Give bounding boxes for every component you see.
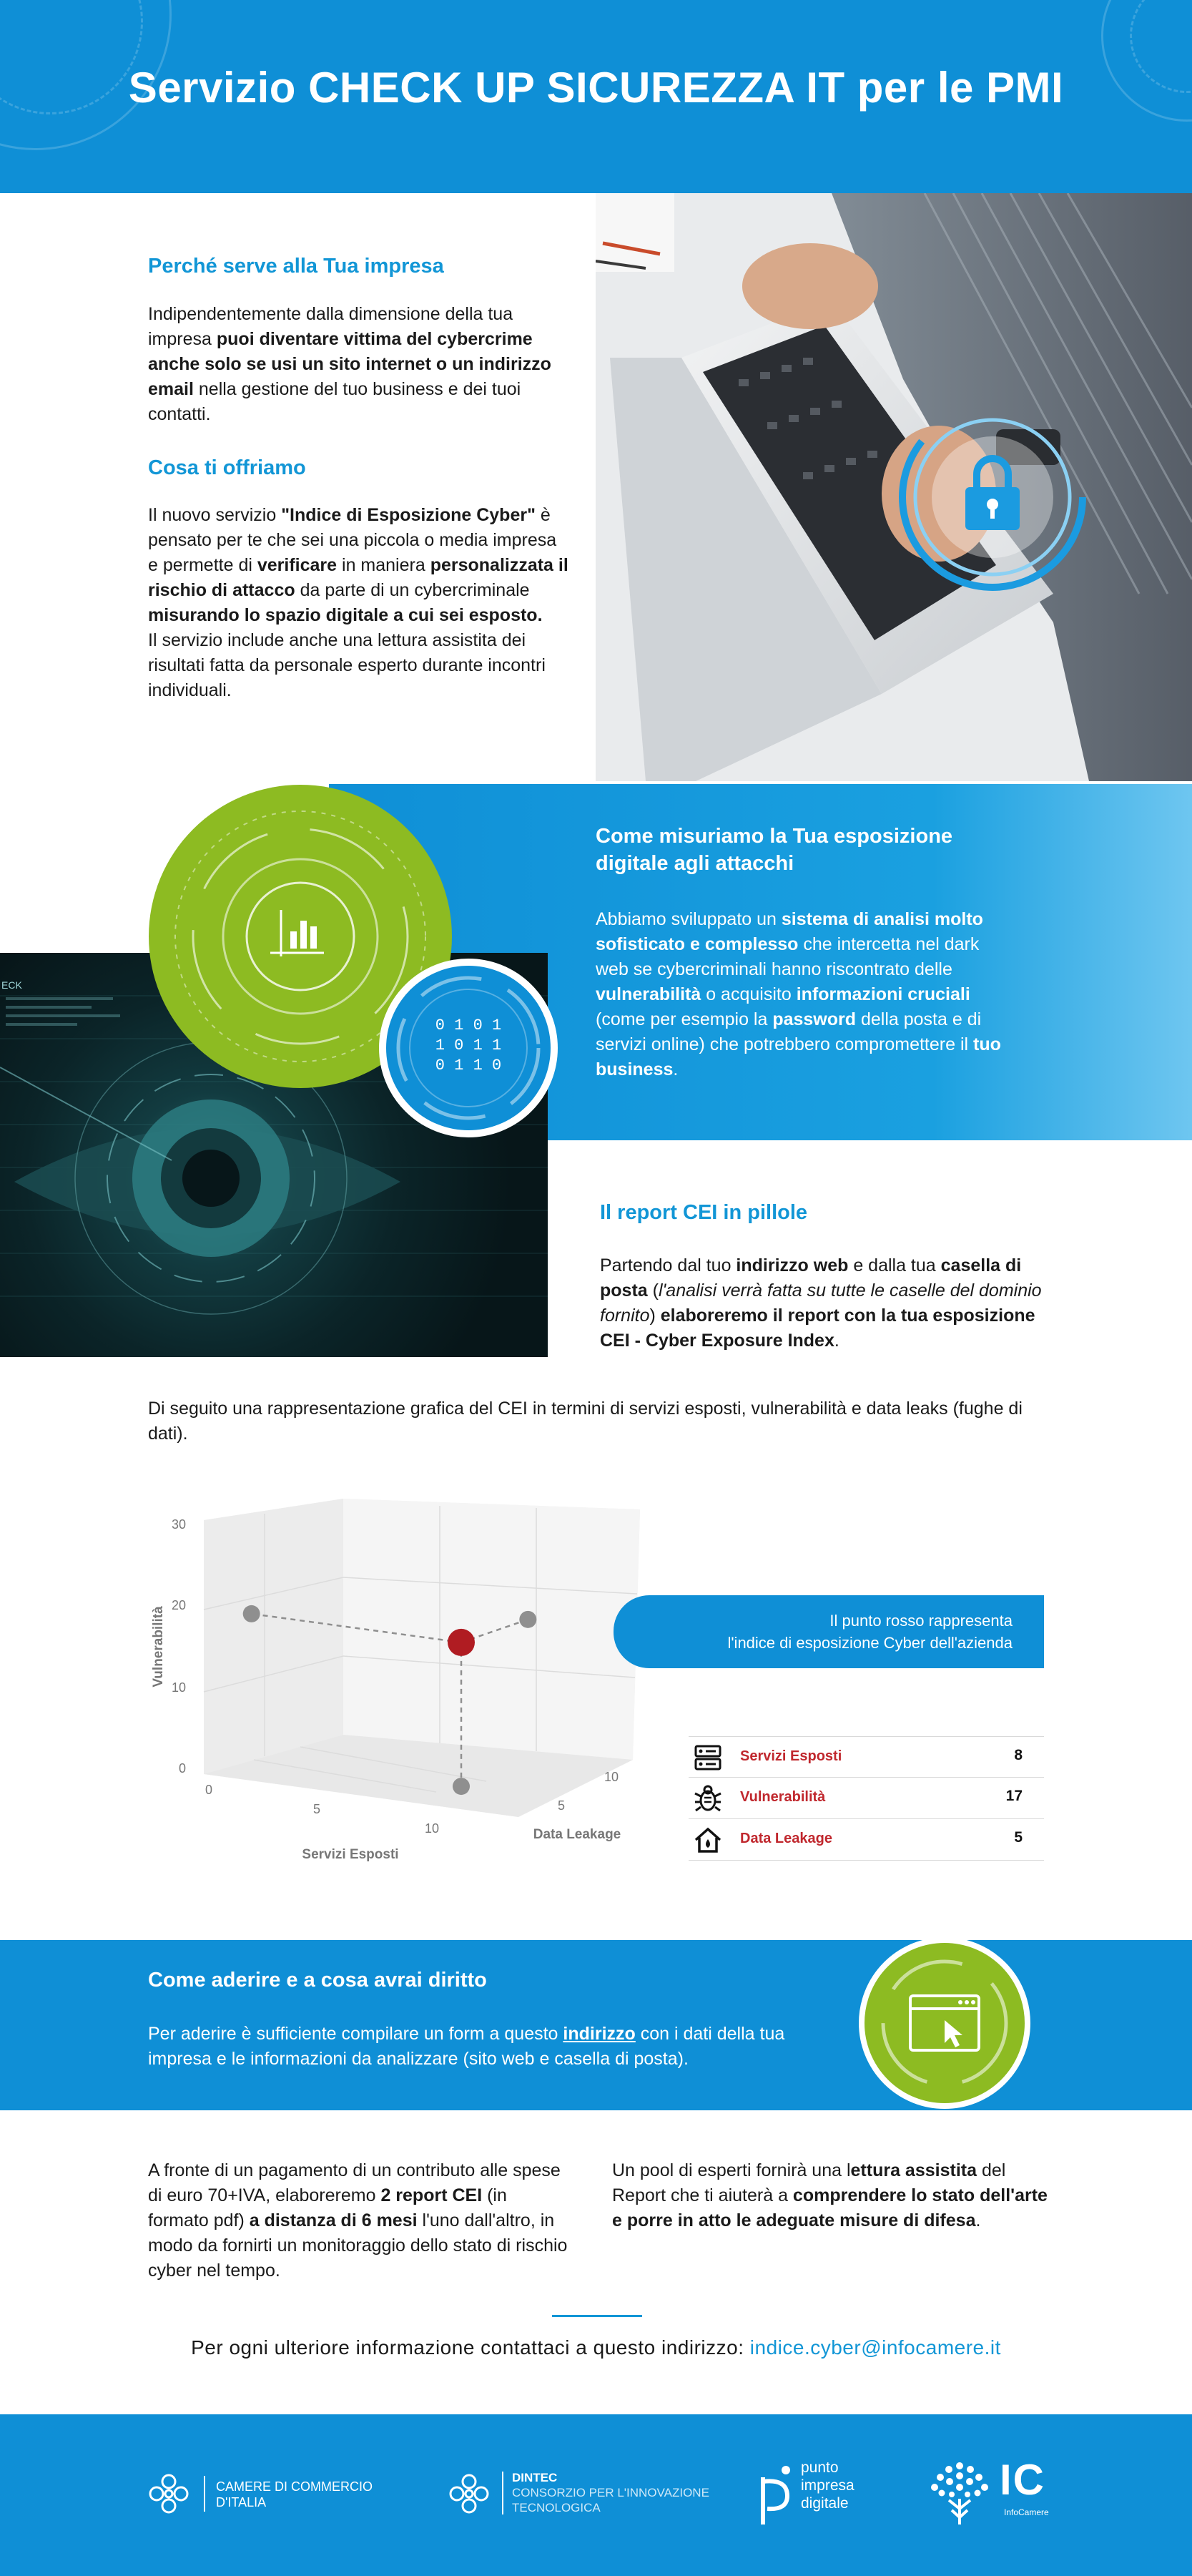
table-value-data-leakage: 5: [1014, 1829, 1023, 1846]
z-tick-5: 5: [557, 1798, 566, 1813]
join-form-link[interactable]: indirizzo: [563, 2024, 636, 2044]
table-row-services: [689, 1736, 1044, 1778]
server-icon: [693, 1743, 723, 1773]
browser-cursor-icon: [865, 1943, 1025, 2103]
punto-impresa-digitale-logo-icon: [756, 2463, 796, 2527]
projection-point-back-wall: [519, 1611, 536, 1628]
why-heading: Perché serve alla Tua impresa: [148, 255, 444, 278]
infocamere-logo-subtitle: InfoCamere: [1004, 2507, 1049, 2517]
measure-heading: Come misuriamo la Tua esposizione digitale agli attacchi: [596, 825, 953, 875]
eye-overlay-text: ECK: [1, 979, 22, 991]
bug-icon: [693, 1783, 723, 1813]
y-tick-30: 30: [171, 1517, 186, 1532]
table-label-data-leakage: Data Leakage: [740, 1831, 832, 1846]
table-label-services: Servizi Esposti: [740, 1748, 842, 1764]
camere-commercio-logo-icon: [147, 2472, 191, 2516]
binary-text: 0 1 0 1 1 0 1 1 0 1 1 0: [435, 1017, 502, 1074]
report-paragraph: Partendo dal tuo indirizzo web e dalla tua casella di posta (l'analisi verrà fatta su tutte le caselle del dominio fornito) elaboreremo il report con la tua esposizione CEI - Cyber Exposure Index.: [600, 1255, 1042, 1351]
projection-point-floor: [453, 1778, 470, 1795]
x-tick-0: 0: [205, 1783, 213, 1797]
join-heading: Come aderire e a cosa avrai diritto: [148, 1969, 487, 1992]
cei-red-point: [448, 1629, 475, 1656]
table-row-vulnerabilities: [689, 1778, 1044, 1819]
logo1-divider: [204, 2476, 205, 2512]
offer-heading: Cosa ti offriamo: [148, 456, 306, 479]
header-banner: [0, 0, 1192, 193]
cei-3d-scatter-chart: [129, 1474, 672, 1874]
dintec-logo-text: DINTEC CONSORZIO PER L'INNOVAZIONE TECNOLOGICA: [512, 2471, 709, 2514]
z-tick-10: 10: [604, 1770, 619, 1784]
chart-intro: Di seguito una rappresentazione grafica del CEI in termini di servizi esposti, vulnerabilità e data leaks (fughe di dati).: [148, 1399, 1023, 1444]
footer: [0, 2414, 1192, 2576]
infocamere-logo-mark: IC: [1000, 2456, 1045, 2504]
dintec-logo-icon: [447, 2472, 491, 2516]
laptop-photo: [596, 193, 1192, 781]
report-heading: Il report CEI in pillole: [600, 1201, 808, 1224]
binary-badge-circle: [379, 959, 558, 1137]
why-paragraph: Indipendentemente dalla dimensione della tua impresa puoi diventare vittima del cybercrime anche solo se usi un sito internet o un indirizzo email nella gestione del tuo business e dei tuoi contatti.: [148, 304, 551, 424]
y-tick-10: 10: [171, 1680, 186, 1695]
contact-email-link[interactable]: indice.cyber@infocamere.it: [749, 2336, 1001, 2359]
laptop-illustration: [596, 193, 1192, 781]
projection-point-left-wall: [243, 1605, 260, 1622]
table-value-services: 8: [1014, 1747, 1023, 1763]
table-value-vulnerabilities: 17: [1005, 1788, 1023, 1804]
chart-back-left-wall: [204, 1499, 343, 1774]
contact-line: Per ogni ulteriore informazione contattaci a questo indirizzo: indice.cyber@infocamere.it: [191, 2336, 1001, 2359]
z-axis-label: Data Leakage: [533, 1827, 621, 1842]
browser-click-badge: [859, 1937, 1030, 2109]
y-tick-20: 20: [171, 1598, 186, 1612]
punto-impresa-digitale-logo-text: punto impresa digitale: [801, 2459, 854, 2512]
x-tick-5: 5: [312, 1802, 321, 1816]
divider: [552, 2315, 642, 2317]
terms-left-paragraph: A fronte di un pagamento di un contributo alle spese di euro 70+IVA, elaboreremo 2 report CEI (in formato pdf) a distanza di 6 mesi l'uno dall'altro, in modo da fornirti un monitoraggio dello stato di rischio cyber nel tempo.: [148, 2160, 568, 2281]
infocamere-tree-logo-icon: [926, 2459, 993, 2530]
x-tick-10: 10: [424, 1821, 440, 1836]
terms-right-paragraph: Un pool di esperti fornirà una lettura assistita del Report che ti aiuterà a comprendere lo stato dell'arte e porre in atto le adeguate misure di difesa.: [612, 2160, 1048, 2230]
x-axis-label: Servizi Esposti: [302, 1847, 399, 1862]
page-title: Servizio CHECK UP SICUREZZA IT per le PMI: [128, 64, 1064, 112]
camere-commercio-logo-text: CAMERE DI COMMERCIO D'ITALIA: [216, 2479, 373, 2509]
chart-back-right-wall: [343, 1499, 640, 1760]
y-tick-0: 0: [178, 1761, 186, 1776]
join-paragraph: Per aderire è sufficiente compilare un form a questo indirizzo con i dati della tua impresa e le informazioni da analizzare (sito web e casella di posta).: [148, 2024, 785, 2069]
house-leak-icon: [693, 1825, 723, 1855]
red-point-callout: Il punto rosso rappresenta l'indice di esposizione Cyber dell'azienda: [614, 1595, 1044, 1668]
table-row-data-leakage: [689, 1819, 1044, 1861]
measure-paragraph: Abbiamo sviluppato un sistema di analisi molto sofisticato e complesso che intercetta nel dark web se cybercriminali hanno riscontrato delle vulnerabilità o acquisito informazioni cruciali (come per esempio la password della posta e di servizi online) che potrebbero compromettere il tuo business.: [596, 909, 1001, 1079]
y-axis-label: Vulnerabilità: [151, 1606, 166, 1688]
logo2-divider: [502, 2472, 503, 2514]
offer-paragraph: Il nuovo servizio "Indice di Esposizione Cyber" è pensato per te che sei una piccola o media impresa e permette di verificare in maniera personalizzata il rischio di attacco da parte di un cybercriminale misurando lo spazio digitale a cui sei esposto. Il servizio include anche una lettura assistita dei risultati fatta da personale esperto durante incontri individuali.: [148, 505, 568, 700]
table-label-vulnerabilities: Vulnerabilità: [740, 1789, 826, 1805]
